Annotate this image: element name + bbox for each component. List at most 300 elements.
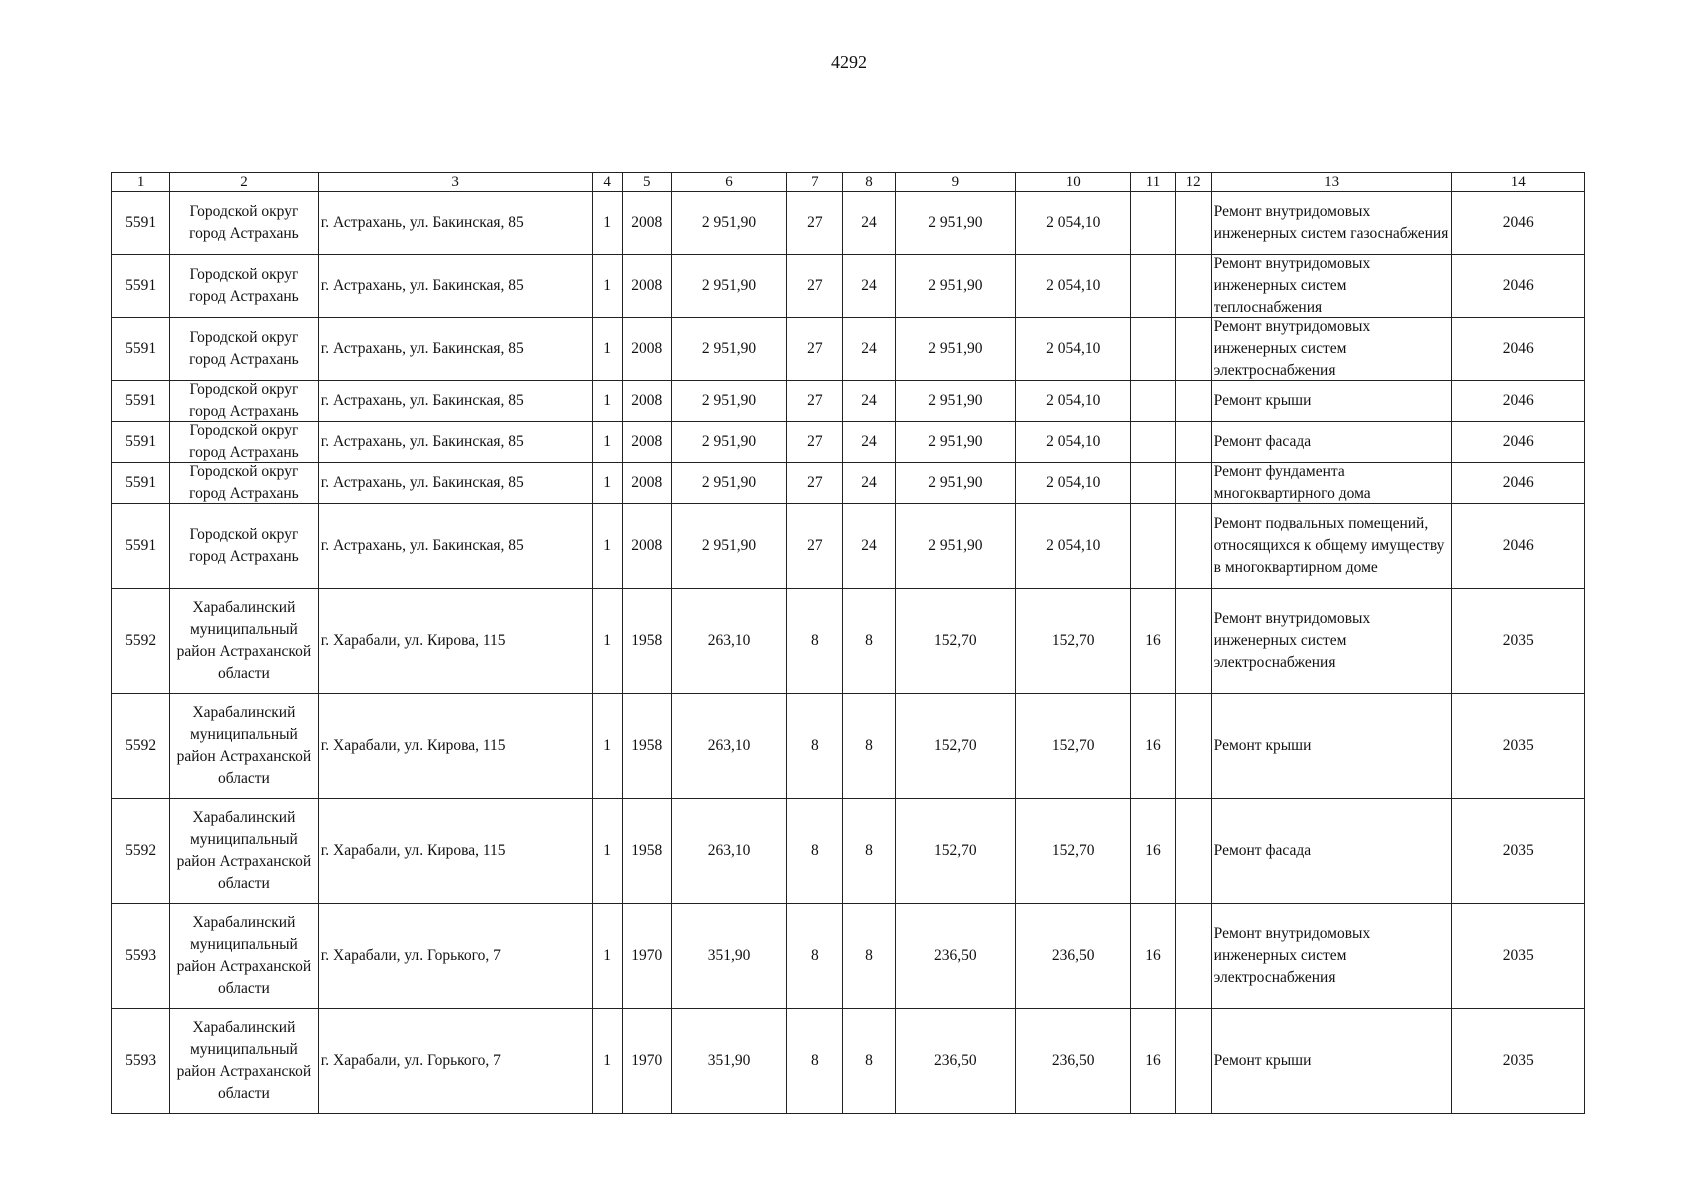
- planned-year-cell: [1452, 1009, 1585, 1114]
- col6-text: 2 951,90: [701, 277, 757, 294]
- col10-cell: [1016, 422, 1131, 463]
- municipality-text: Городской округ город Астрахань: [189, 329, 299, 368]
- col9-cell: [895, 904, 1015, 1009]
- col12-cell: [1175, 799, 1211, 904]
- col6-cell: [671, 589, 786, 694]
- col4-cell: [592, 422, 622, 463]
- col11-cell: [1131, 904, 1175, 1009]
- col12-cell: [1175, 318, 1211, 381]
- col8-cell: [843, 1009, 895, 1114]
- year-text: 2008: [631, 474, 663, 491]
- work-type-cell: [1211, 192, 1452, 255]
- col12-cell: [1175, 192, 1211, 255]
- col7-cell: [787, 318, 843, 381]
- col11-cell: [1131, 589, 1175, 694]
- column-header: 13: [1211, 173, 1452, 192]
- col7-text: 8: [810, 1052, 819, 1069]
- work-type-text: Ремонт внутридомовых инженерных систем теплоснабжения: [1213, 255, 1371, 316]
- year-text: 1958: [631, 737, 663, 754]
- planned-year-text: 2035: [1502, 632, 1534, 649]
- col8-text: 24: [861, 537, 877, 554]
- row-number-cell: [112, 422, 170, 463]
- address-cell: [318, 318, 592, 381]
- planned-year-text: 2035: [1502, 737, 1534, 754]
- col10-text: 2 054,10: [1046, 340, 1101, 357]
- year-text: 1958: [631, 842, 663, 859]
- col4-text: 1: [603, 537, 612, 554]
- work-type-text: Ремонт внутридомовых инженерных систем электроснабжения: [1213, 318, 1371, 379]
- municipality-text: Городской округ город Астрахань: [189, 463, 299, 502]
- year-cell: [622, 318, 671, 381]
- col7-text: 27: [807, 277, 823, 294]
- year-text: 2008: [631, 340, 663, 357]
- col9-cell: [895, 799, 1015, 904]
- work-type-cell: [1211, 1009, 1452, 1114]
- col12-text: [1178, 1009, 1209, 1113]
- col6-cell: [671, 318, 786, 381]
- col7-text: 27: [807, 340, 823, 357]
- col6-text: 263,10: [707, 842, 751, 859]
- col9-text: 2 951,90: [928, 214, 983, 231]
- address-text: г. Астрахань, ул. Бакинская, 85: [320, 277, 524, 294]
- col12-text: [1178, 694, 1209, 798]
- col4-cell: [592, 504, 622, 589]
- col12-text: [1178, 318, 1209, 380]
- municipality-text: Харабалинский муниципальный район Астраханской области: [176, 914, 312, 997]
- col7-cell: [787, 504, 843, 589]
- row-number-text: 5592: [125, 632, 157, 649]
- table-header-row: [112, 173, 1585, 192]
- work-type-cell: [1211, 904, 1452, 1009]
- row-number-cell: [112, 192, 170, 255]
- year-text: 1958: [631, 632, 663, 649]
- col4-cell: [592, 589, 622, 694]
- row-number-text: 5591: [125, 277, 157, 294]
- col9-text: 2 951,90: [928, 392, 983, 409]
- col6-cell: [671, 904, 786, 1009]
- col12-cell: [1175, 463, 1211, 504]
- planned-year-text: 2035: [1502, 1052, 1534, 1069]
- col10-cell: [1016, 1009, 1131, 1114]
- address-cell: [318, 504, 592, 589]
- col12-text: [1178, 255, 1209, 317]
- col11-text: [1133, 463, 1172, 503]
- column-header: 3: [318, 173, 592, 192]
- col4-cell: [592, 799, 622, 904]
- column-header: 5: [622, 173, 671, 192]
- planned-year-cell: [1452, 694, 1585, 799]
- row-number-text: 5593: [125, 1052, 157, 1069]
- table-row: [112, 192, 1585, 255]
- col7-text: 27: [807, 392, 823, 409]
- col8-text: 24: [861, 392, 877, 409]
- col12-cell: [1175, 904, 1211, 1009]
- col7-cell: [787, 255, 843, 318]
- col4-text: 1: [603, 340, 612, 357]
- col6-cell: [671, 422, 786, 463]
- municipality-cell: [170, 192, 319, 255]
- column-header: 2: [170, 173, 319, 192]
- planned-year-text: 2046: [1502, 340, 1534, 357]
- col10-cell: [1016, 318, 1131, 381]
- col8-cell: [843, 904, 895, 1009]
- work-type-text: Ремонт внутридомовых инженерных систем электроснабжения: [1213, 610, 1371, 671]
- planned-year-text: 2046: [1502, 392, 1534, 409]
- col11-cell: [1131, 694, 1175, 799]
- table-row: [112, 381, 1585, 422]
- col4-cell: [592, 318, 622, 381]
- work-type-text: Ремонт крыши: [1213, 1052, 1312, 1069]
- col10-cell: [1016, 504, 1131, 589]
- row-number-text: 5591: [125, 214, 157, 231]
- planned-year-cell: [1452, 799, 1585, 904]
- col10-cell: [1016, 192, 1131, 255]
- year-cell: [622, 381, 671, 422]
- col8-text: 24: [861, 277, 877, 294]
- column-header: 6: [671, 173, 786, 192]
- col7-text: 8: [810, 842, 819, 859]
- col9-cell: [895, 381, 1015, 422]
- municipality-cell: [170, 255, 319, 318]
- year-text: 1970: [631, 947, 663, 964]
- col6-cell: [671, 1009, 786, 1114]
- year-text: 2008: [631, 392, 663, 409]
- col10-cell: [1016, 904, 1131, 1009]
- address-text: г. Астрахань, ул. Бакинская, 85: [320, 214, 524, 231]
- municipality-cell: [170, 422, 319, 463]
- address-text: г. Астрахань, ул. Бакинская, 85: [320, 392, 524, 409]
- row-number-cell: [112, 255, 170, 318]
- table-row: [112, 422, 1585, 463]
- row-number-text: 5592: [125, 737, 157, 754]
- col8-text: 8: [865, 842, 873, 859]
- col8-text: 8: [865, 1052, 873, 1069]
- year-text: 2008: [631, 537, 663, 554]
- row-number-text: 5591: [125, 392, 157, 409]
- table-row: [112, 589, 1585, 694]
- col4-cell: [592, 1009, 622, 1114]
- year-cell: [622, 694, 671, 799]
- col7-text: 27: [807, 214, 823, 231]
- year-text: 2008: [631, 433, 663, 450]
- col8-cell: [843, 255, 895, 318]
- table-row: [112, 1009, 1585, 1114]
- col12-cell: [1175, 1009, 1211, 1114]
- col9-text: 2 951,90: [928, 537, 983, 554]
- col11-cell: [1131, 422, 1175, 463]
- row-number-text: 5593: [125, 947, 157, 964]
- col6-text: 2 951,90: [701, 392, 757, 409]
- col4-cell: [592, 904, 622, 1009]
- col4-text: 1: [603, 737, 612, 754]
- table-row: [112, 694, 1585, 799]
- row-number-cell: [112, 799, 170, 904]
- municipality-text: Харабалинский муниципальный район Астраханской области: [176, 599, 312, 682]
- col4-text: 1: [603, 632, 612, 649]
- registry-table: [111, 172, 1585, 1114]
- col7-cell: [787, 422, 843, 463]
- col6-cell: [671, 799, 786, 904]
- col6-text: 351,90: [707, 947, 751, 964]
- address-cell: [318, 1009, 592, 1114]
- col12-cell: [1175, 504, 1211, 589]
- col10-cell: [1016, 694, 1131, 799]
- municipality-cell: [170, 694, 319, 799]
- work-type-text: Ремонт подвальных помещений, относящихся к общему имуществу в многоквартирном доме: [1213, 515, 1445, 576]
- row-number-cell: [112, 1009, 170, 1114]
- col7-text: 8: [810, 632, 819, 649]
- municipality-text: Городской округ город Астрахань: [189, 422, 299, 461]
- column-header: 8: [843, 173, 895, 192]
- municipality-cell: [170, 799, 319, 904]
- row-number-cell: [112, 589, 170, 694]
- col7-cell: [787, 192, 843, 255]
- col12-cell: [1175, 255, 1211, 318]
- column-header: 10: [1016, 173, 1131, 192]
- col4-text: 1: [603, 1052, 612, 1069]
- planned-year-text: 2035: [1502, 842, 1534, 859]
- municipality-text: Городской округ город Астрахань: [189, 381, 299, 420]
- planned-year-cell: [1452, 255, 1585, 318]
- col8-text: 8: [865, 947, 873, 964]
- col7-cell: [787, 463, 843, 504]
- address-text: г. Харабали, ул. Горького, 7: [320, 947, 501, 964]
- col9-cell: [895, 192, 1015, 255]
- row-number-text: 5591: [125, 340, 157, 357]
- work-type-cell: [1211, 381, 1452, 422]
- work-type-text: Ремонт фундамента многоквартирного дома: [1213, 463, 1371, 502]
- address-cell: [318, 463, 592, 504]
- planned-year-text: 2046: [1502, 474, 1534, 491]
- col8-text: 24: [861, 433, 877, 450]
- planned-year-cell: [1452, 318, 1585, 381]
- year-cell: [622, 255, 671, 318]
- address-cell: [318, 694, 592, 799]
- col8-text: 8: [865, 737, 873, 754]
- col4-text: 1: [603, 433, 612, 450]
- col7-text: 27: [807, 474, 823, 491]
- col4-cell: [592, 192, 622, 255]
- col9-cell: [895, 255, 1015, 318]
- column-header: 4: [592, 173, 622, 192]
- col6-text: 2 951,90: [701, 537, 757, 554]
- year-cell: [622, 1009, 671, 1114]
- col10-text: 152,70: [1051, 737, 1095, 754]
- municipality-cell: [170, 904, 319, 1009]
- col11-cell: [1131, 192, 1175, 255]
- col7-cell: [787, 904, 843, 1009]
- address-cell: [318, 799, 592, 904]
- col11-text: [1133, 422, 1172, 462]
- col9-text: 152,70: [934, 632, 977, 649]
- row-number-text: 5591: [125, 537, 157, 554]
- address-text: г. Харабали, ул. Кирова, 115: [320, 842, 506, 859]
- table-row: [112, 318, 1585, 381]
- col9-cell: [895, 318, 1015, 381]
- planned-year-text: 2046: [1502, 433, 1534, 450]
- col8-text: 24: [861, 340, 877, 357]
- col9-text: 236,50: [934, 947, 977, 964]
- table-body: [112, 192, 1585, 1114]
- column-header: 11: [1131, 173, 1175, 192]
- page-number: 4292: [831, 52, 867, 72]
- col10-cell: [1016, 799, 1131, 904]
- address-text: г. Астрахань, ул. Бакинская, 85: [320, 537, 524, 554]
- col7-cell: [787, 799, 843, 904]
- col12-text: [1178, 904, 1209, 1008]
- col9-cell: [895, 1009, 1015, 1114]
- col10-text: 236,50: [1051, 947, 1095, 964]
- col10-text: 2 054,10: [1046, 537, 1101, 554]
- col6-text: 2 951,90: [701, 214, 757, 231]
- col9-cell: [895, 504, 1015, 589]
- col6-text: 263,10: [707, 737, 751, 754]
- year-text: 2008: [631, 277, 663, 294]
- row-number-cell: [112, 381, 170, 422]
- col9-cell: [895, 463, 1015, 504]
- work-type-cell: [1211, 318, 1452, 381]
- col6-cell: [671, 694, 786, 799]
- work-type-text: Ремонт внутридомовых инженерных систем электроснабжения: [1213, 925, 1371, 986]
- planned-year-cell: [1452, 504, 1585, 589]
- col8-cell: [843, 504, 895, 589]
- row-number-cell: [112, 318, 170, 381]
- address-text: г. Астрахань, ул. Бакинская, 85: [320, 474, 524, 491]
- col7-cell: [787, 589, 843, 694]
- work-type-cell: [1211, 799, 1452, 904]
- col11-text: 16: [1145, 737, 1161, 754]
- col12-cell: [1175, 381, 1211, 422]
- address-cell: [318, 381, 592, 422]
- col8-text: 24: [861, 474, 877, 491]
- col6-text: 2 951,90: [701, 340, 757, 357]
- row-number-text: 5592: [125, 842, 157, 859]
- col12-text: [1178, 422, 1209, 462]
- col11-text: 16: [1145, 1052, 1161, 1069]
- row-number-cell: [112, 463, 170, 504]
- col6-text: 263,10: [707, 632, 751, 649]
- col6-text: 2 951,90: [701, 433, 757, 450]
- col7-text: 27: [807, 537, 823, 554]
- planned-year-cell: [1452, 192, 1585, 255]
- table-row: [112, 255, 1585, 318]
- col8-cell: [843, 694, 895, 799]
- col11-cell: [1131, 799, 1175, 904]
- col7-cell: [787, 381, 843, 422]
- col12-text: [1178, 504, 1209, 588]
- work-type-text: Ремонт фасада: [1213, 842, 1312, 859]
- col11-text: [1133, 318, 1172, 380]
- col11-cell: [1131, 255, 1175, 318]
- work-type-text: Ремонт крыши: [1213, 392, 1312, 409]
- col9-text: 2 951,90: [928, 433, 983, 450]
- col9-cell: [895, 422, 1015, 463]
- work-type-cell: [1211, 422, 1452, 463]
- work-type-cell: [1211, 589, 1452, 694]
- col10-text: 2 054,10: [1046, 433, 1101, 450]
- col7-cell: [787, 1009, 843, 1114]
- col12-text: [1178, 192, 1209, 254]
- municipality-text: Харабалинский муниципальный район Астраханской области: [176, 809, 312, 892]
- column-header: 14: [1452, 173, 1585, 192]
- col4-cell: [592, 255, 622, 318]
- address-text: г. Харабали, ул. Кирова, 115: [320, 632, 506, 649]
- year-cell: [622, 904, 671, 1009]
- table-row: [112, 504, 1585, 589]
- col10-cell: [1016, 463, 1131, 504]
- year-text: 1970: [631, 1052, 663, 1069]
- col4-text: 1: [603, 277, 612, 294]
- col10-cell: [1016, 381, 1131, 422]
- col4-text: 1: [603, 842, 612, 859]
- address-text: г. Харабали, ул. Кирова, 115: [320, 737, 506, 754]
- col4-text: 1: [603, 947, 612, 964]
- row-number-cell: [112, 904, 170, 1009]
- municipality-cell: [170, 1009, 319, 1114]
- address-cell: [318, 422, 592, 463]
- address-cell: [318, 255, 592, 318]
- col9-cell: [895, 589, 1015, 694]
- work-type-cell: [1211, 694, 1452, 799]
- col8-text: 8: [865, 632, 873, 649]
- col9-text: 2 951,90: [928, 277, 983, 294]
- col6-text: 2 951,90: [701, 474, 757, 491]
- row-number-text: 5591: [125, 433, 157, 450]
- col10-text: 2 054,10: [1046, 277, 1101, 294]
- address-cell: [318, 904, 592, 1009]
- year-cell: [622, 192, 671, 255]
- col12-cell: [1175, 422, 1211, 463]
- year-cell: [622, 463, 671, 504]
- year-text: 2008: [631, 214, 663, 231]
- address-text: г. Астрахань, ул. Бакинская, 85: [320, 340, 524, 357]
- col11-text: 16: [1145, 947, 1161, 964]
- year-cell: [622, 589, 671, 694]
- col11-cell: [1131, 504, 1175, 589]
- col8-cell: [843, 799, 895, 904]
- planned-year-text: 2046: [1502, 214, 1534, 231]
- table-row: [112, 904, 1585, 1009]
- col9-text: 236,50: [934, 1052, 977, 1069]
- municipality-cell: [170, 504, 319, 589]
- municipality-text: Городской округ город Астрахань: [189, 526, 299, 565]
- col11-text: 16: [1145, 842, 1161, 859]
- col9-text: 152,70: [934, 737, 977, 754]
- col6-cell: [671, 504, 786, 589]
- municipality-cell: [170, 589, 319, 694]
- col10-text: 2 054,10: [1046, 474, 1101, 491]
- col11-text: [1133, 192, 1172, 254]
- address-text: г. Харабали, ул. Горького, 7: [320, 1052, 501, 1069]
- municipality-cell: [170, 318, 319, 381]
- col4-cell: [592, 381, 622, 422]
- col6-cell: [671, 463, 786, 504]
- col11-text: [1133, 504, 1172, 588]
- row-number-cell: [112, 504, 170, 589]
- planned-year-text: 2046: [1502, 277, 1534, 294]
- work-type-cell: [1211, 463, 1452, 504]
- col11-text: [1133, 255, 1172, 317]
- col12-cell: [1175, 589, 1211, 694]
- column-header: 1: [112, 173, 170, 192]
- col4-cell: [592, 694, 622, 799]
- planned-year-cell: [1452, 463, 1585, 504]
- col8-cell: [843, 318, 895, 381]
- column-header: 9: [895, 173, 1015, 192]
- col8-cell: [843, 422, 895, 463]
- planned-year-cell: [1452, 904, 1585, 1009]
- col4-text: 1: [603, 474, 612, 491]
